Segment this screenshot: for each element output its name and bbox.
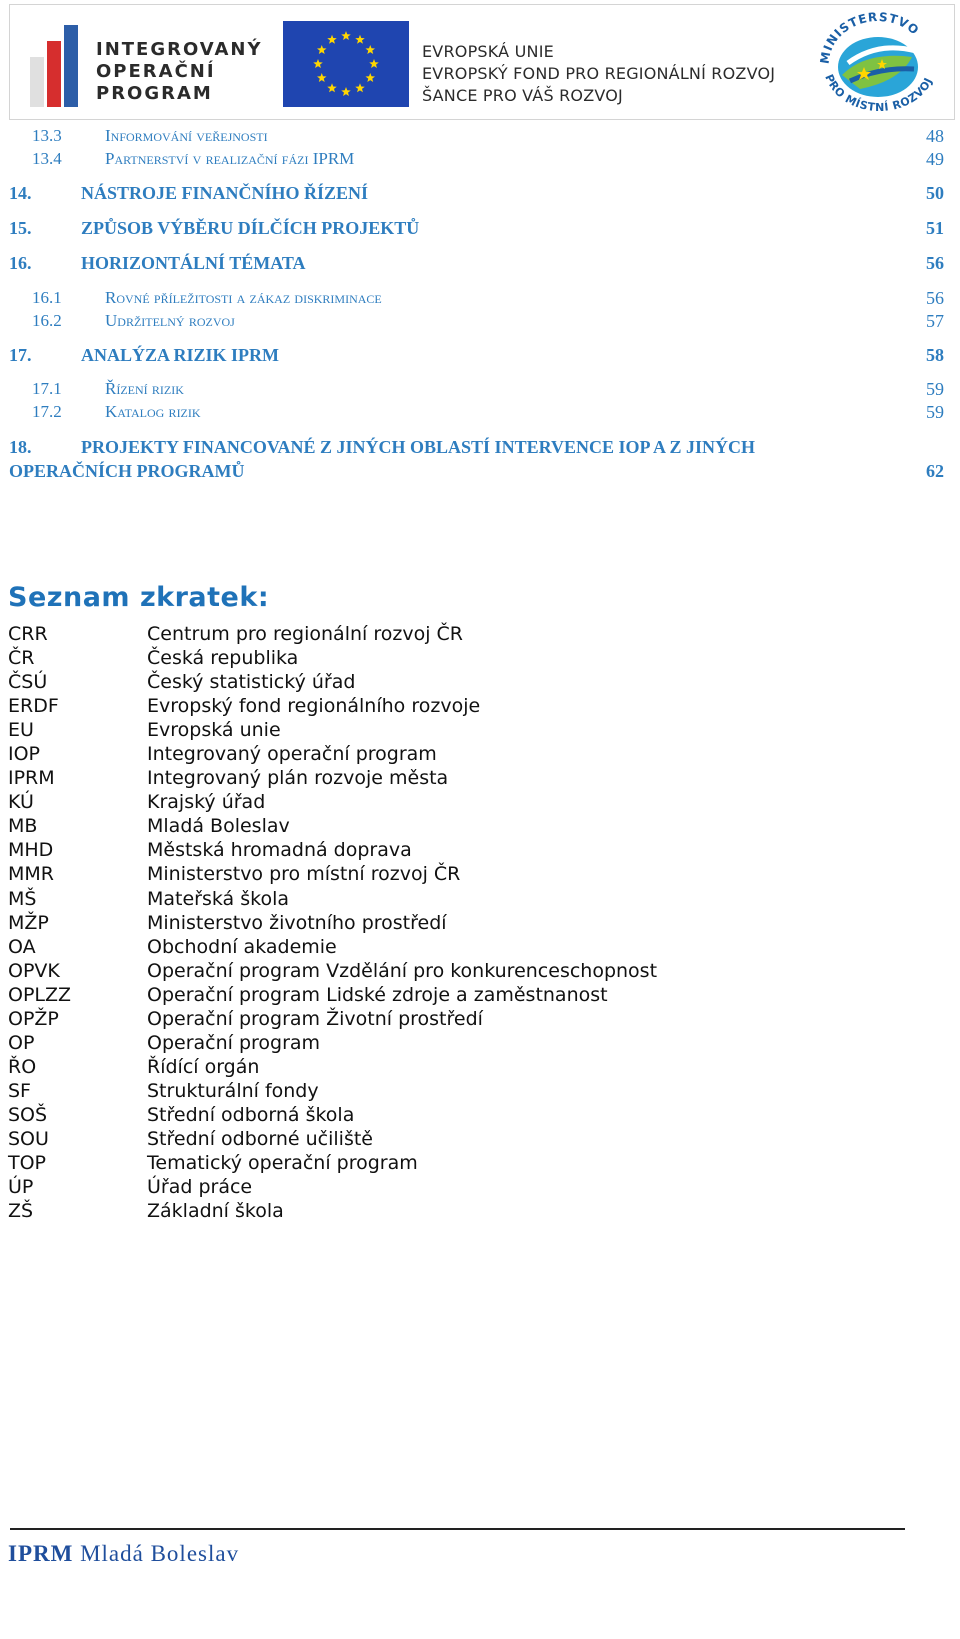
abbreviation-row [8, 838, 908, 862]
abbreviation-row [8, 887, 908, 911]
abbreviation-row [8, 718, 908, 742]
toc-entry[interactable] [9, 149, 944, 173]
abbreviation-row [8, 1007, 908, 1031]
abbreviation-code: OPVK [8, 959, 60, 982]
iop-bar-red [47, 41, 61, 107]
page-footer [8, 1541, 239, 1567]
iop-bar-blue [64, 25, 78, 107]
toc-number: 13.4 [32, 149, 62, 168]
abbreviation-row [8, 1031, 908, 1055]
abbreviation-row [8, 694, 908, 718]
abbreviation-description: Český statistický úřad [147, 671, 356, 694]
abbreviation-description: Střední odborná škola [147, 1103, 355, 1126]
abbreviation-code: CRR [8, 623, 48, 645]
abbreviation-code: ŘO [8, 1055, 37, 1078]
abbreviation-code: ERDF [8, 695, 59, 718]
eu-text-line: EVROPSKÁ UNIE [422, 42, 554, 61]
toc-title[interactable]: Partnerství v realizační fázi IPRM [105, 149, 355, 168]
abbreviations-list [8, 622, 908, 1223]
abbreviation-description: Obchodní akademie [147, 935, 337, 958]
toc-entry[interactable] [9, 288, 944, 312]
abbreviation-description: Operační program [147, 1031, 321, 1054]
abbreviation-row [8, 1199, 908, 1223]
abbreviation-code: ÚP [8, 1176, 34, 1199]
abbreviation-row [8, 622, 908, 646]
abbreviation-code: IPRM [8, 767, 55, 790]
abbreviation-row [8, 742, 908, 766]
toc-entry[interactable] [9, 311, 944, 335]
abbreviation-row [8, 1151, 908, 1175]
toc-page: 51 [926, 218, 944, 238]
toc-number: 17. [9, 345, 32, 365]
iop-logo-bars-icon [30, 25, 98, 107]
abbreviation-row [8, 983, 908, 1007]
abbreviation-code: EU [8, 719, 34, 742]
abbreviation-code: MŠ [8, 887, 37, 910]
toc-page: 58 [926, 345, 944, 365]
toc-number: 16.2 [32, 311, 62, 330]
abbreviation-description: Česká republika [147, 647, 299, 670]
toc-title[interactable]: Udržitelný rozvoj [105, 311, 235, 330]
toc-number: 18. [9, 437, 32, 457]
abbreviation-code: ZŠ [8, 1200, 34, 1223]
abbreviation-description: Operační program Vzdělání pro konkurenceschopnost [147, 959, 658, 982]
abbreviation-row [8, 1055, 908, 1079]
abbreviation-description: Řídící orgán [147, 1055, 260, 1078]
toc-number: 15. [9, 218, 32, 238]
toc-title[interactable]: PROJEKTY FINANCOVANÉ Z JINÝCH OBLASTÍ INTERVENCE IOP A Z JINÝCH [81, 437, 755, 457]
abbreviation-code: SOU [8, 1127, 49, 1150]
toc-entry[interactable] [9, 218, 944, 242]
abbreviation-row [8, 790, 908, 814]
abbreviation-description: Integrovaný plán rozvoje města [147, 767, 449, 790]
toc-entry[interactable] [9, 183, 944, 207]
abbreviation-row [8, 862, 908, 886]
abbreviation-row [8, 670, 908, 694]
mmr-logo-text-top: MINISTERSTVO [817, 11, 922, 65]
toc-number: 17.1 [32, 379, 62, 398]
iop-logo-text [96, 39, 263, 105]
eu-text-line: EVROPSKÝ FOND PRO REGIONÁLNÍ ROZVOJ [422, 64, 776, 83]
toc-page: 56 [926, 288, 944, 308]
toc-title[interactable]: Informování veřejnosti [105, 126, 268, 145]
abbreviation-row [8, 1175, 908, 1199]
abbreviation-description: Krajský úřad [147, 791, 266, 814]
toc-entry[interactable] [9, 437, 944, 487]
abbreviation-row [8, 1103, 908, 1127]
toc-number: 14. [9, 183, 32, 203]
eu-logo-text [422, 41, 802, 107]
abbreviation-description: Úřad práce [147, 1176, 253, 1199]
abbreviation-description: Integrovaný operační program [147, 743, 437, 766]
eu-text-line: ŠANCE PRO VÁŠ ROZVOJ [422, 86, 623, 105]
toc-number: 13.3 [32, 126, 62, 145]
footer-label: Mladá Boleslav [80, 1541, 240, 1566]
abbreviation-description: Mladá Boleslav [147, 815, 290, 838]
abbreviation-description: Střední odborné učiliště [147, 1127, 373, 1150]
abbreviation-code: TOP [8, 1152, 47, 1175]
abbreviation-code: MB [8, 815, 38, 838]
iop-bar-grey [30, 57, 44, 107]
toc-page: 59 [926, 379, 944, 399]
toc-number: 16.1 [32, 288, 62, 307]
toc-title[interactable]: NÁSTROJE FINANČNÍHO ŘÍZENÍ [81, 183, 369, 203]
abbreviation-code: MHD [8, 839, 54, 862]
abbreviation-description: Ministerstvo pro místní rozvoj ČR [147, 863, 461, 886]
toc-page: 59 [926, 402, 944, 422]
abbreviation-row [8, 1079, 908, 1103]
abbreviation-code: OA [8, 935, 36, 958]
toc-title[interactable]: Řízení rizik [105, 379, 184, 398]
abbreviation-code: IOP [8, 743, 41, 766]
toc-entry[interactable] [9, 126, 944, 150]
toc-title[interactable]: ZPŮSOB VÝBĚRU DÍLČÍCH PROJEKTŮ [81, 218, 420, 238]
abbreviation-code: MŽP [8, 911, 49, 934]
toc-page: 50 [926, 183, 944, 203]
eu-flag-icon [283, 21, 409, 107]
abbreviation-row [8, 814, 908, 838]
abbreviation-row [8, 766, 908, 790]
abbreviation-row [8, 911, 908, 935]
abbreviation-description: Strukturální fondy [147, 1079, 319, 1102]
abbreviation-code: SF [8, 1079, 31, 1102]
toc-entry[interactable] [9, 379, 944, 403]
abbreviation-description: Evropská unie [147, 719, 281, 742]
abbreviation-code: SOŠ [8, 1103, 48, 1126]
toc-number: 17.2 [32, 402, 62, 421]
page-header [9, 4, 955, 120]
abbreviation-description: Centrum pro regionální rozvoj ČR [147, 623, 463, 645]
toc-title-continued[interactable]: OPERAČNÍCH PROGRAMŮ [9, 461, 245, 481]
toc-page: 57 [926, 311, 944, 331]
toc-number: 16. [9, 253, 32, 273]
toc-title[interactable]: Rovné příležitosti a zákaz diskriminace [105, 288, 382, 307]
abbreviation-code: ČR [8, 647, 35, 670]
toc-page: 62 [926, 461, 944, 481]
abbreviation-code: ČSÚ [8, 671, 48, 694]
abbreviation-description: Městská hromadná doprava [147, 839, 412, 862]
abbreviation-row [8, 959, 908, 983]
toc-title[interactable]: HORIZONTÁLNÍ TÉMATA [81, 253, 306, 273]
abbreviation-description: Tematický operační program [147, 1152, 418, 1175]
abbreviation-description: Ministerstvo životního prostředí [147, 911, 447, 934]
iop-logo-line: PROGRAM [96, 83, 213, 104]
toc-entry[interactable] [9, 253, 944, 277]
abbreviations-heading: Seznam zkratek: [8, 582, 270, 613]
mmr-logo-icon [808, 11, 948, 115]
toc-entry[interactable] [9, 402, 944, 426]
abbreviation-code: OPLZZ [8, 983, 72, 1006]
abbreviation-code: MMR [8, 863, 54, 886]
footer-divider [10, 1528, 905, 1530]
toc-title[interactable]: Katalog rizik [105, 402, 201, 421]
abbreviation-description: Základní škola [147, 1200, 284, 1223]
abbreviation-description: Operační program Lidské zdroje a zaměstnanost [147, 983, 608, 1006]
abbreviation-code: OPŽP [8, 1007, 59, 1030]
abbreviation-row [8, 646, 908, 670]
mmr-logo-text-bottom: PRO MÍSTNÍ ROZVOJ [822, 72, 936, 114]
abbreviation-code: KÚ [8, 791, 34, 814]
toc-title[interactable]: ANALÝZA RIZIK IPRM [81, 345, 280, 365]
iop-logo [22, 23, 263, 109]
abbreviation-description: Mateřská škola [147, 887, 290, 910]
iop-logo-line: INTEGROVANÝ [96, 39, 263, 60]
abbreviation-row [8, 935, 908, 959]
toc-page: 48 [926, 126, 944, 146]
abbreviation-code: OP [8, 1031, 35, 1054]
toc-page: 56 [926, 253, 944, 273]
toc-page: 49 [926, 149, 944, 169]
abbreviation-description: Evropský fond regionálního rozvoje [147, 695, 481, 718]
abbreviation-description: Operační program Životní prostředí [147, 1007, 483, 1030]
iop-logo-line: OPERAČNÍ [96, 61, 216, 82]
toc-entry[interactable] [9, 345, 944, 369]
footer-label-bold: IPRM [8, 1541, 74, 1566]
abbreviation-row [8, 1127, 908, 1151]
